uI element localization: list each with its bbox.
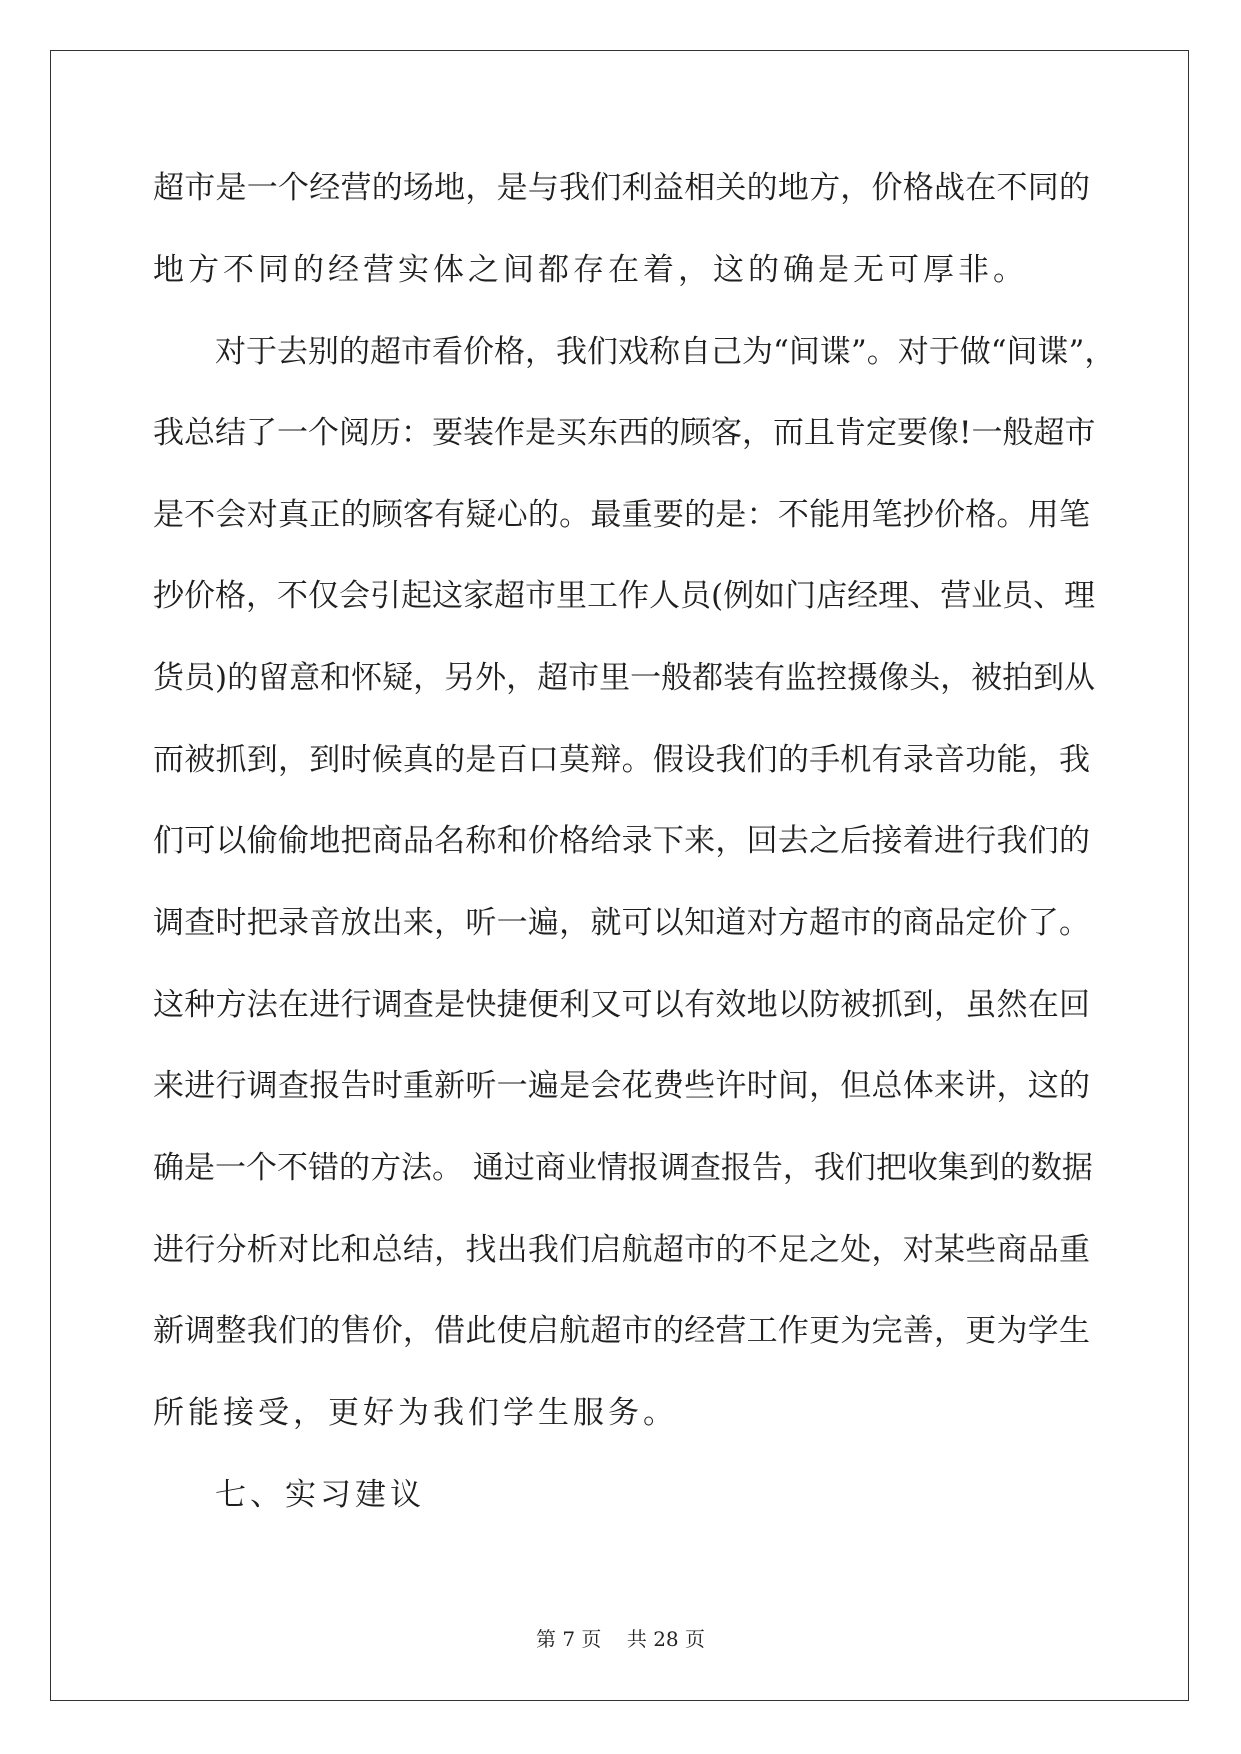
body-text-line: 来进行调查报告时重新听一遍是会花费些许时间，但总体来讲，这的 [153, 1068, 1090, 1104]
body-text-line: 进行分析对比和总结，找出我们启航超市的不足之处，对某些商品重 [153, 1232, 1090, 1268]
page-border [50, 50, 1189, 1701]
body-text-line: 地方不同的经营实体之间都存在着，这的确是无可厚非。 [153, 252, 1028, 288]
body-text-line: 确是一个不错的方法。 通过商业情报调查报告，我们把收集到的数据 [153, 1150, 1093, 1186]
body-text-line: 所能接受，更好为我们学生服务。 [153, 1395, 678, 1431]
body-text-line: 抄价格，不仅会引起这家超市里工作人员(例如门店经理、营业员、理 [153, 578, 1096, 614]
body-text-line: 超市是一个经营的场地，是与我们利益相关的地方，价格战在不同的 [153, 170, 1090, 206]
body-text-line: 而被抓到，到时候真的是百口莫辩。假设我们的手机有录音功能，我 [153, 742, 1090, 778]
body-text-line: 调查时把录音放出来，听一遍，就可以知道对方超市的商品定价了。 [153, 905, 1090, 941]
page-number-footer: 第 7 页 共 28 页 [535, 1627, 706, 1651]
body-text-line: 新调整我们的售价，借此使启航超市的经营工作更为完善，更为学生 [153, 1313, 1090, 1349]
body-text-line: 们可以偷偷地把商品名称和价格给录下来，回去之后接着进行我们的 [153, 823, 1090, 859]
body-text-line: 对于去别的超市看价格，我们戏称自己为“间谍”。对于做“间谍”， [215, 334, 1116, 370]
section-heading: 七、实习建议 [215, 1477, 425, 1513]
body-text-line: 是不会对真正的顾客有疑心的。最重要的是：不能用笔抄价格。用笔 [153, 497, 1090, 533]
body-text-line: 这种方法在进行调查是快捷便利又可以有效地以防被抓到，虽然在回 [153, 987, 1090, 1023]
body-text-line: 货员)的留意和怀疑，另外，超市里一般都装有监控摄像头，被拍到从 [153, 660, 1096, 696]
body-text-line: 我总结了一个阅历：要装作是买东西的顾客，而且肯定要像!一般超市 [153, 415, 1096, 451]
